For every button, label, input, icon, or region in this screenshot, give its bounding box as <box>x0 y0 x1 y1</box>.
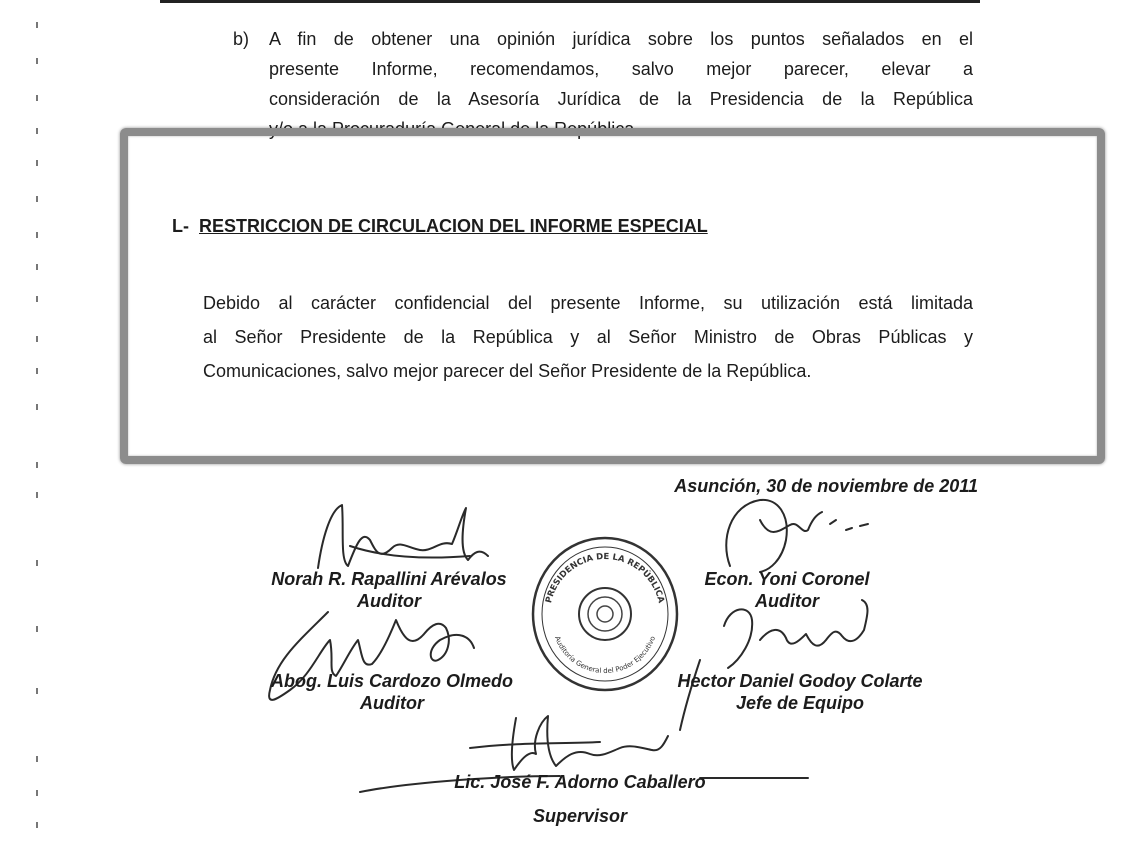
section-l-number: L- <box>172 216 189 236</box>
margin-mark <box>36 462 38 468</box>
margin-mark <box>36 95 38 101</box>
signatory-name: Norah R. Rapallini Arévalos <box>271 569 507 589</box>
margin-mark <box>36 336 38 342</box>
margin-mark <box>36 58 38 64</box>
signatory-godoy <box>650 670 950 714</box>
confidentiality-line: Comunicaciones, salvo mejor parecer del Señor Presidente de la República. <box>203 361 812 381</box>
margin-mark <box>36 756 38 762</box>
seal-emblem <box>579 588 631 640</box>
signatory-adorno <box>420 771 740 827</box>
confidentiality-paragraph <box>203 286 973 388</box>
signatory-rapallini <box>244 568 534 612</box>
confidentiality-line: al Señor Presidente de la República y al Señor Ministro de Obras Públicas y <box>203 327 973 347</box>
margin-mark <box>36 232 38 238</box>
signatory-cardozo <box>247 670 537 714</box>
margin-mark <box>36 368 38 374</box>
paragraph-b-line: consideración de la Asesoría Jurídica de la Presidencia de la República <box>269 89 973 109</box>
margin-mark <box>36 822 38 828</box>
signature-rapallini <box>318 505 488 568</box>
margin-mark <box>36 688 38 694</box>
margin-mark <box>36 128 38 134</box>
paragraph-b-line: presente Informe, recomendamos, salvo mejor parecer, elevar a <box>269 59 973 79</box>
section-l-title: RESTRICCION DE CIRCULACION DEL INFORME ESPECIAL <box>199 216 708 236</box>
margin-mark <box>36 296 38 302</box>
date-line: Asunción, 30 de noviembre de 2011 <box>674 476 978 496</box>
margin-mark <box>36 22 38 28</box>
signature-coronel-dashes <box>830 520 868 530</box>
signature-coronel <box>726 500 822 572</box>
signatory-role: Auditor <box>360 693 424 713</box>
signature-rapallini-underline <box>350 546 470 558</box>
paragraph-b-label: b) <box>233 29 250 49</box>
signatory-name: Hector Daniel Godoy Colarte <box>677 671 923 691</box>
margin-mark <box>36 626 38 632</box>
seal-outer-text: PRESIDENCIA DE LA REPÚBLICA <box>544 551 666 605</box>
paragraph-b <box>233 24 973 144</box>
seal-inner-ring <box>542 547 668 681</box>
signature-adorno <box>512 716 668 770</box>
signatory-role: Supervisor <box>532 806 628 826</box>
margin-mark <box>36 264 38 270</box>
confidentiality-line: Debido al carácter confidencial del presente Informe, su utilización está limitada <box>203 293 973 313</box>
seal-emblem-core <box>588 597 622 631</box>
section-l-heading <box>172 216 708 237</box>
signatory-role: Auditor <box>755 591 819 611</box>
seal-emblem-center <box>597 606 613 622</box>
signatory-role: Jefe de Equipo <box>735 693 865 713</box>
margin-mark <box>36 790 38 796</box>
margin-mark <box>36 492 38 498</box>
margin-mark <box>36 196 38 202</box>
signatory-name: Lic. José F. Adorno Caballero <box>454 772 706 792</box>
top-rule <box>160 0 980 3</box>
paragraph-b-line: A fin de obtener una opinión jurídica sobre los puntos señalados en el <box>269 29 973 49</box>
signatory-name: Abog. Luis Cardozo Olmedo <box>271 671 513 691</box>
signatory-name: Econ. Yoni Coronel <box>704 569 870 589</box>
margin-mark <box>36 404 38 410</box>
signatory-coronel <box>682 568 892 612</box>
paragraph-b-line: y/o a la Procuraduría General de la República. <box>269 119 640 139</box>
seal-inner-text: Auditoría General del Poder Ejecutivo <box>552 635 658 676</box>
margin-mark <box>36 160 38 166</box>
signatory-role: Auditor <box>357 591 421 611</box>
margin-mark <box>36 560 38 566</box>
